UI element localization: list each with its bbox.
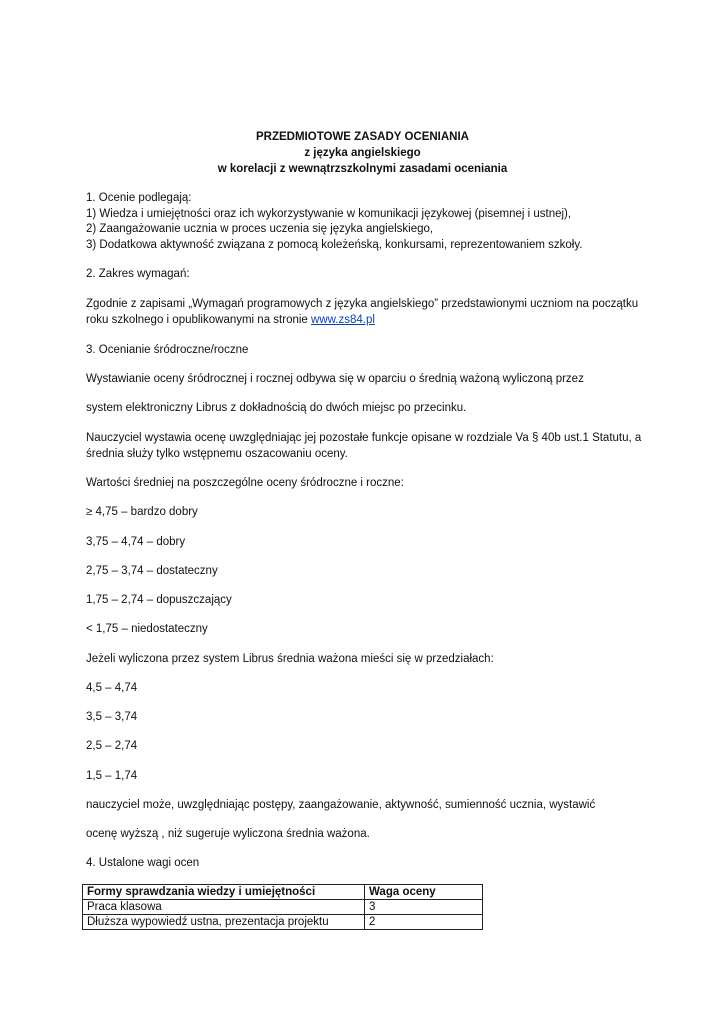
section-3-paragraph-4: Wartości średniej na poszczególne oceny śródroczne i roczne:	[86, 477, 404, 489]
table-row	[83, 900, 483, 915]
table-cell: Praca klasowa	[83, 900, 365, 915]
section-2-paragraph-text: roku szkolnego i opublikowanymi na stronie	[86, 314, 312, 326]
table-header-cell: Formy sprawdzania wiedzy i umiejętności	[83, 885, 365, 900]
average-range-item: 2,5 – 2,74	[86, 740, 138, 752]
average-range-item: 1,5 – 1,74	[86, 770, 138, 782]
section-2-paragraph-line-2	[86, 313, 375, 328]
section-1-item-3: 3) Dodatkowa aktywność związana z pomocą koleżeńską, konkursami, reprezentowaniem szkoły.	[86, 239, 583, 251]
section-4-heading: 4. Ustalone wagi ocen	[86, 857, 200, 869]
section-1-item-1: 1) Wiedza i umiejętności oraz ich wykorzystywanie w komunikacji językowej (pisemnej i ustnej),	[86, 208, 572, 220]
section-3-paragraph-3-line-1: Nauczyciel wystawia ocenę uwzględniając jej pozostałe funkcje opisane w rozdziale Va § 40b ust.1 Statutu, a	[86, 432, 642, 444]
section-3-paragraph-7: ocenę wyższą , niż sugeruje wyliczona średnia ważona.	[86, 828, 370, 840]
section-1-item-2: 2) Zaangażowanie ucznia w proces uczenia się języka angielskiego,	[86, 223, 434, 235]
school-website-link[interactable]: www.zs84.pl	[311, 314, 375, 326]
section-3-heading: 3. Ocenianie śródroczne/roczne	[86, 344, 249, 356]
weights-table	[82, 884, 483, 930]
section-2-heading: 2. Zakres wymagań:	[86, 268, 190, 280]
grade-threshold-item: 3,75 – 4,74 – dobry	[86, 536, 186, 548]
grade-threshold-item: 1,75 – 2,74 – dopuszczający	[86, 594, 232, 606]
section-3-paragraph-1: Wystawianie oceny śródrocznej i rocznej odbywa się w oparciu o średnią ważoną wyliczoną przez	[86, 373, 584, 385]
section-3-paragraph-3-line-2: średnia służy tylko wstępnemu oszacowaniu oceny.	[86, 448, 348, 460]
document-subtitle: z języka angielskiego	[304, 147, 421, 159]
section-1-heading: 1. Ocenie podlegają:	[86, 192, 192, 204]
section-3-paragraph-2: system elektroniczny Librus z dokładnością do dwóch miejsc po przecinku.	[86, 402, 467, 414]
grade-threshold-item: 2,75 – 3,74 – dostateczny	[86, 565, 218, 577]
document-title: PRZEDMIOTOWE ZASADY OCENIANIA	[256, 131, 469, 143]
table-cell: 2	[365, 915, 483, 930]
table-header-row	[83, 885, 483, 900]
average-range-item: 3,5 – 3,74	[86, 711, 138, 723]
table-cell: Dłuższa wypowiedź ustna, prezentacja projektu	[83, 915, 365, 930]
section-3-paragraph-5: Jeżeli wyliczona przez system Librus średnia ważona mieści się w przedziałach:	[86, 653, 494, 665]
average-range-item: 4,5 – 4,74	[86, 682, 138, 694]
document-subtitle-2: w korelacji z wewnątrzszkolnymi zasadami oceniania	[217, 163, 508, 175]
grade-threshold-item: < 1,75 – niedostateczny	[86, 623, 208, 635]
table-header-cell: Waga oceny	[365, 885, 483, 900]
section-2-paragraph-line-1: Zgodnie z zapisami „Wymagań programowych z języka angielskiego” przedstawionymi uczniom na początku	[86, 298, 639, 310]
grade-threshold-item: ≥ 4,75 – bardzo dobry	[86, 506, 198, 518]
section-3-paragraph-6: nauczyciel może, uwzględniając postępy, zaangażowanie, aktywność, sumienność ucznia, wystawić	[86, 799, 596, 811]
table-row	[83, 915, 483, 930]
table-cell: 3	[365, 900, 483, 915]
document-header	[0, 129, 725, 177]
